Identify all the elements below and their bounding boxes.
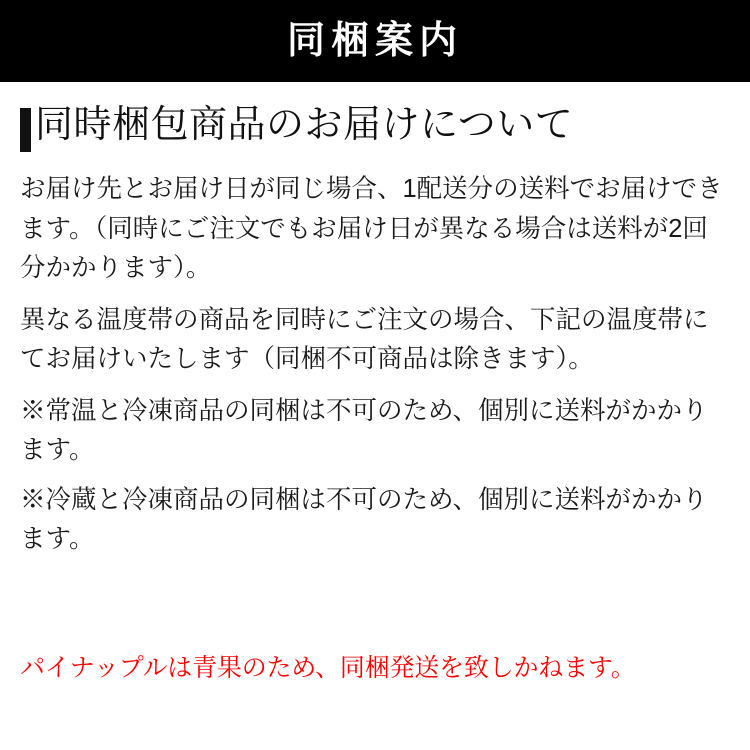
- header-banner: [0, 0, 750, 82]
- pineapple-notice: パイナップルは青果のため、同梱発送を致しかねます。: [20, 654, 636, 682]
- paragraph-list: [20, 170, 730, 560]
- section-heading: [20, 104, 730, 152]
- notice-area: [20, 650, 736, 688]
- paragraph-shipping-same-destination: お届け先とお届け日が同じ場合、1配送分の送料でお届けできます。（同時にご注文でもお届け日が異なる場合は送料が2回分かかります）。: [20, 175, 723, 283]
- page-title: 同梱案内: [286, 20, 463, 62]
- paragraph-room-temp-frozen: ※常温と冷凍商品の同梱は不可のため、個別に送料がかかります。: [20, 396, 708, 465]
- content-area: [0, 82, 750, 560]
- section-heading-label: 同時梱包商品のお届けについて: [35, 104, 574, 146]
- paragraph-temperature-zone: 異なる温度帯の商品を同時にご注文の場合、下記の温度帯にてお届けいたします（同梱不可商品は除きます）。: [20, 305, 709, 374]
- heading-accent-bar: [20, 108, 31, 152]
- paragraph-chilled-frozen: ※冷蔵と冷凍商品の同梱は不可のため、個別に送料がかかります。: [20, 485, 708, 554]
